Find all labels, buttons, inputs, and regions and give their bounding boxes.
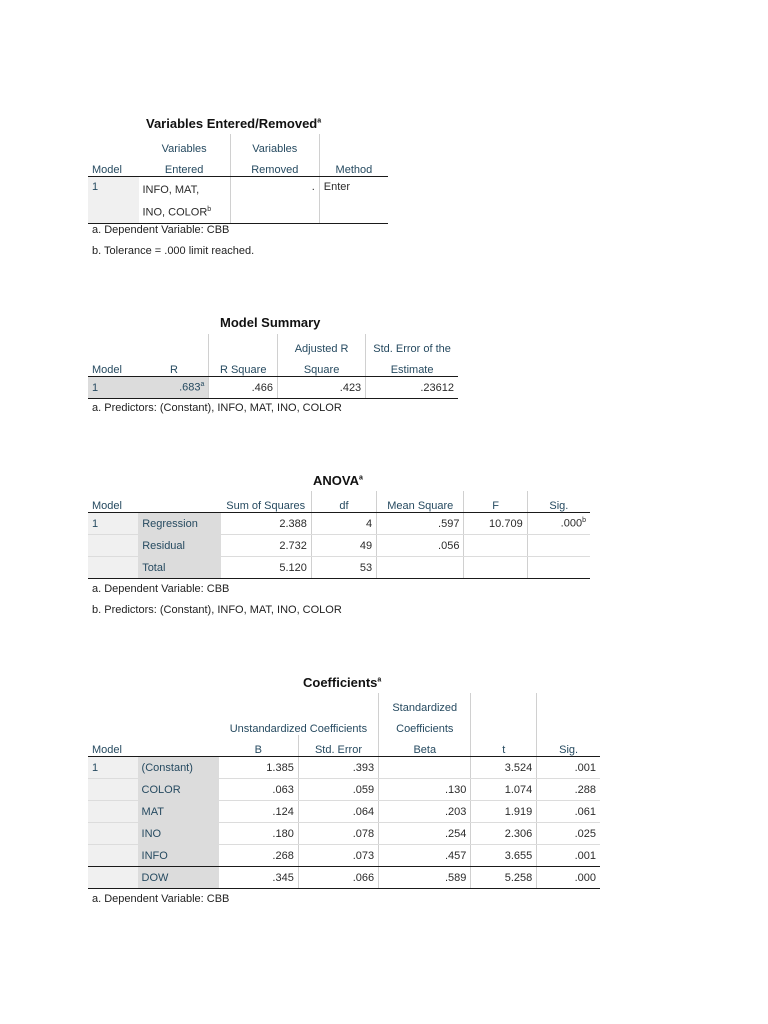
coef-row-mat: MAT .124 .064 .203 1.919 .061 [88, 801, 600, 823]
anova-table [88, 491, 590, 579]
coef-header-b: B [219, 735, 299, 757]
anova-header-ms: Mean Square [377, 491, 464, 513]
ver-row-method: Enter [323, 181, 351, 193]
coef-row-label: MAT [138, 801, 219, 823]
ms-header-adj-2: Square [278, 355, 366, 377]
coef-header-std-1: Standardized [379, 693, 471, 714]
ver-footnote-b: b. Tolerance = .000 limit reached. [92, 245, 255, 257]
anova-title-footnote-marker: a [358, 474, 363, 482]
coef-header-beta: Beta [379, 735, 471, 757]
ms-title: Model Summary [220, 315, 321, 330]
anova-row-label: Residual [138, 535, 220, 557]
anova-row-label: Regression [138, 513, 220, 535]
anova-header-ss: Sum of Squares [221, 491, 312, 513]
coef-row-dow: DOW .345 .066 .589 5.258 .000 [88, 867, 600, 889]
anova-sig-footnote-marker: b [582, 517, 586, 525]
ver-header-removed-1: Variables [230, 134, 319, 155]
ver-footnote-a: a. Dependent Variable: CBB [92, 224, 230, 236]
ms-row-se: .23612 [366, 377, 458, 399]
ver-row-model: 1 [88, 177, 139, 203]
model-summary-table [88, 334, 458, 399]
ms-row-model: 1 [88, 377, 140, 399]
coef-row-constant: 1 (Constant) 1.385 .393 3.524 .001 [88, 757, 600, 779]
coef-header-unstd: Unstandardized Coefficients [219, 714, 379, 735]
anova-title: ANOVA$^a$ [313, 473, 363, 488]
coef-row-label: INO [138, 823, 219, 845]
ms-row-rsq: .466 [209, 377, 278, 399]
anova-row-residual: Residual 2.732 49 .056 [88, 535, 590, 557]
ms-header-se-2: Estimate [366, 355, 458, 377]
ver-title-footnote-marker: a [317, 117, 322, 125]
coef-title: Coefficients$^a$ [303, 675, 382, 690]
ms-header-r: R [140, 355, 209, 377]
anova-model: 1 [88, 513, 138, 535]
ver-row-entered-1: INFO, MAT, [139, 177, 231, 203]
ver-header-entered-2: Entered [139, 155, 231, 177]
coef-row-label: (Constant) [138, 757, 219, 779]
anova-row-total: Total 5.120 53 [88, 557, 590, 579]
ver-row-removed: . [230, 177, 319, 203]
coef-header-std-2: Coefficients [379, 714, 471, 735]
ms-row-r: .683$^a$ [140, 377, 209, 399]
anova-regression-sig: .000$^b$ [527, 513, 590, 535]
coef-title-footnote-marker: a [377, 676, 382, 684]
ver-row-entered-2: INO, COLOR$^b$ [139, 202, 231, 224]
ms-footnote-a: a. Predictors: (Constant), INFO, MAT, INO, COLOR [92, 402, 342, 414]
anova-header-sig: Sig. [527, 491, 590, 513]
coef-row-label: DOW [138, 867, 219, 889]
coefficients-table [88, 693, 600, 889]
variables-entered-removed-table [88, 134, 388, 224]
ver-header-model: Model [88, 155, 139, 177]
ms-row-adj: .423 [278, 377, 366, 399]
anova-header-model: Model [88, 491, 138, 513]
anova-header-f: F [464, 491, 527, 513]
coef-row-color: COLOR .063 .059 .130 1.074 .288 [88, 779, 600, 801]
coef-row-label: INFO [138, 845, 219, 867]
coef-footnote-a: a. Dependent Variable: CBB [92, 893, 230, 905]
ver-header-entered-1: Variables [139, 134, 231, 155]
ms-header-adj-1: Adjusted R [278, 334, 366, 355]
coef-header-sig: Sig. [537, 735, 600, 757]
ms-header-rsq: R Square [209, 355, 278, 377]
coef-header-t: t [471, 735, 537, 757]
coef-row-ino: INO .180 .078 .254 2.306 .025 [88, 823, 600, 845]
coef-model: 1 [88, 757, 138, 779]
ver-header-removed-2: Removed [230, 155, 319, 177]
ms-header-model: Model [88, 355, 140, 377]
ver-entered-footnote-marker: b [207, 206, 212, 214]
anova-row-label: Total [138, 557, 220, 579]
coef-row-info: INFO .268 .073 .457 3.655 .001 [88, 845, 600, 867]
anova-footnote-b: b. Predictors: (Constant), INFO, MAT, INO, COLOR [92, 604, 342, 616]
coef-header-se: Std. Error [298, 735, 378, 757]
anova-footnote-a: a. Dependent Variable: CBB [92, 583, 230, 595]
anova-header-df: df [311, 491, 376, 513]
ms-header-se-1: Std. Error of the [373, 343, 451, 355]
coef-header-model: Model [88, 735, 138, 757]
ms-r-footnote-marker: a [200, 381, 205, 389]
ver-header-method: Method [319, 155, 388, 177]
anova-row-regression: 1 Regression 2.388 4 .597 10.709 .000$^b$ [88, 513, 590, 535]
ver-title: Variables Entered/Removed$^a$ [146, 116, 322, 131]
coef-row-label: COLOR [138, 779, 219, 801]
